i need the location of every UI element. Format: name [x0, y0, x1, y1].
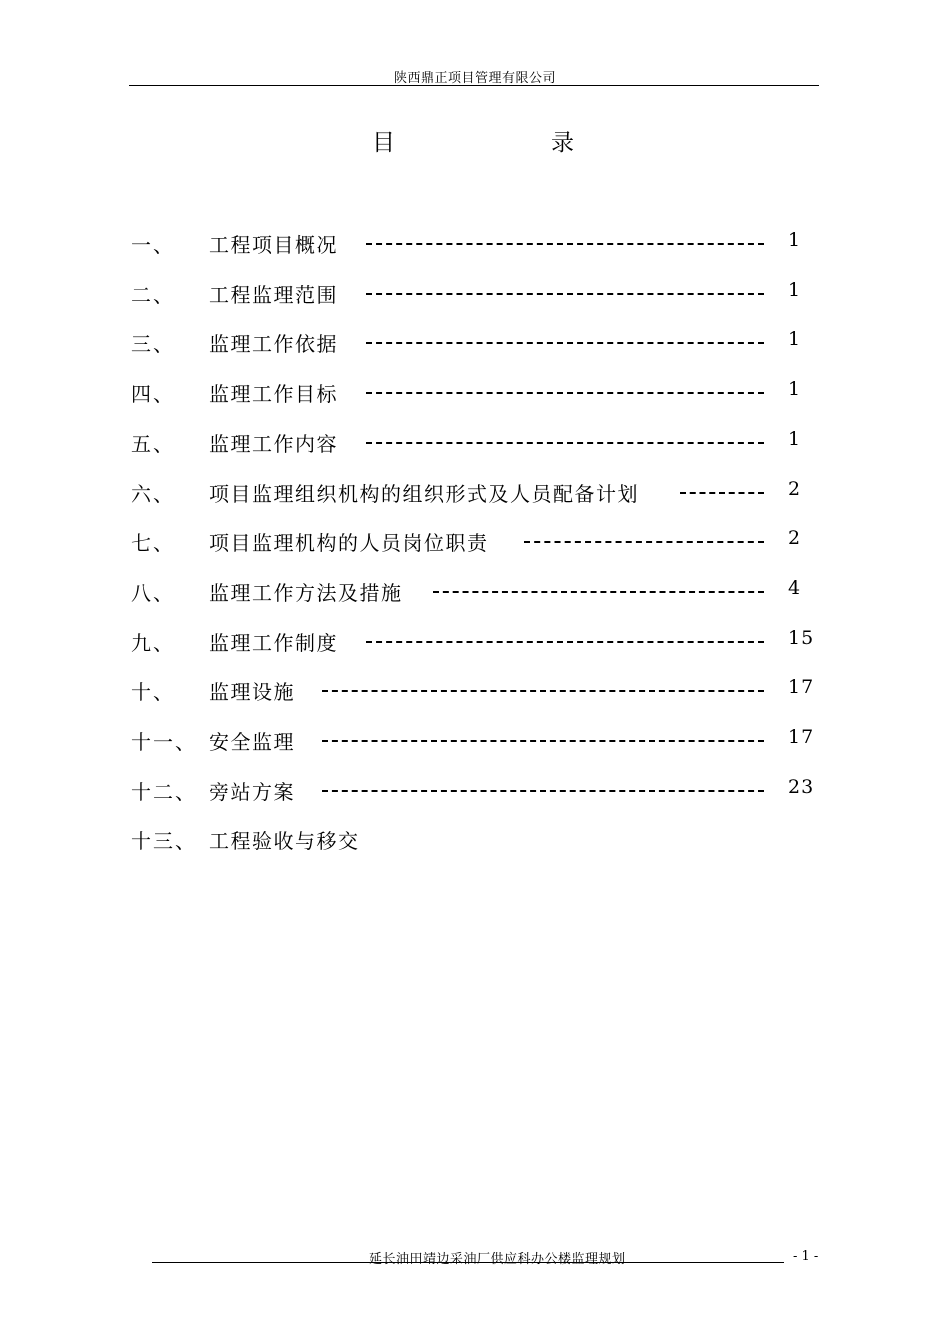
toc-entry-label: 项目监理组织机构的组织形式及人员配备计划	[209, 482, 639, 506]
toc-leader-dots	[366, 293, 764, 295]
toc-title-left: 目	[372, 130, 395, 156]
toc-entry[interactable]	[0, 825, 950, 857]
header-company: 陕西鼎正项目管理有限公司	[393, 71, 556, 86]
toc-entry[interactable]	[0, 627, 950, 659]
toc-entry-page: 17	[788, 676, 815, 698]
toc-entry-label: 安全监理	[209, 730, 295, 754]
toc-leader-dots	[680, 492, 764, 494]
toc-entry-page: 23	[788, 776, 815, 798]
toc-entry-label: 监理设施	[209, 680, 295, 704]
toc-entry-label: 工程监理范围	[209, 283, 338, 307]
toc-entry-page: 1	[788, 328, 802, 350]
toc-entry-number: 九、	[131, 631, 175, 655]
toc-entry[interactable]	[0, 428, 950, 460]
toc-entry-number: 五、	[131, 432, 175, 456]
toc-entry-label: 工程项目概况	[209, 233, 338, 257]
toc-entry-label: 监理工作目标	[209, 382, 338, 406]
toc-entry-page: 2	[788, 527, 802, 549]
toc-entry-page: 4	[788, 577, 802, 599]
toc-entry[interactable]	[0, 527, 950, 559]
toc-entry-number: 十三、	[131, 829, 197, 853]
toc-entry-number: 三、	[131, 332, 175, 356]
toc-entry-number: 十、	[131, 680, 175, 704]
toc-entry-number: 七、	[131, 531, 175, 555]
toc-entry-number: 一、	[131, 233, 175, 257]
toc-entry-number: 十二、	[131, 780, 197, 804]
toc-entry[interactable]	[0, 676, 950, 708]
header-divider	[129, 85, 819, 86]
toc-entry[interactable]	[0, 378, 950, 410]
toc-leader-dots	[433, 591, 764, 593]
toc-entry[interactable]	[0, 328, 950, 360]
toc-entry[interactable]	[0, 577, 950, 609]
toc-entry-label: 项目监理机构的人员岗位职责	[209, 531, 489, 555]
toc-leader-dots	[366, 392, 764, 394]
toc-entry-page: 15	[788, 627, 815, 649]
footer-page-number: - 1 -	[793, 1249, 819, 1264]
toc-leader-dots	[524, 541, 764, 543]
toc-entry[interactable]	[0, 478, 950, 510]
toc-entry-number: 二、	[131, 283, 175, 307]
toc-entry-number: 四、	[131, 382, 175, 406]
toc-entry-label: 监理工作内容	[209, 432, 338, 456]
toc-entry-label: 监理工作依据	[209, 332, 338, 356]
toc-entry-page: 1	[788, 428, 802, 450]
toc-entry-page: 2	[788, 478, 802, 500]
toc-entry-page: 1	[788, 378, 802, 400]
toc-entry-label: 监理工作制度	[209, 631, 338, 655]
toc-leader-dots	[366, 641, 764, 643]
toc-entry-label: 工程验收与移交	[209, 829, 360, 853]
toc-leader-dots	[366, 342, 764, 344]
toc-leader-dots	[322, 690, 764, 692]
toc-leader-dots	[322, 740, 764, 742]
toc-entry-number: 八、	[131, 581, 175, 605]
toc-leader-dots	[322, 790, 764, 792]
footer-document-title: 延长油田靖边采油厂供应科办公楼监理规划	[369, 1252, 626, 1267]
toc-entry-page: 1	[788, 279, 802, 301]
toc-leader-dots	[366, 243, 764, 245]
toc-leader-dots	[366, 442, 764, 444]
toc-entry-number: 六、	[131, 482, 175, 506]
toc-entry-label: 监理工作方法及措施	[209, 581, 403, 605]
toc-title-right: 录	[551, 130, 574, 156]
toc-entry[interactable]	[0, 229, 950, 261]
toc-entry-label: 旁站方案	[209, 780, 295, 804]
toc-entry[interactable]	[0, 279, 950, 311]
toc-entry[interactable]	[0, 776, 950, 808]
toc-entry-page: 1	[788, 229, 802, 251]
toc-entry[interactable]	[0, 726, 950, 758]
toc-entry-page: 17	[788, 726, 815, 748]
toc-entry-number: 十一、	[131, 730, 197, 754]
footer-divider	[152, 1262, 784, 1263]
